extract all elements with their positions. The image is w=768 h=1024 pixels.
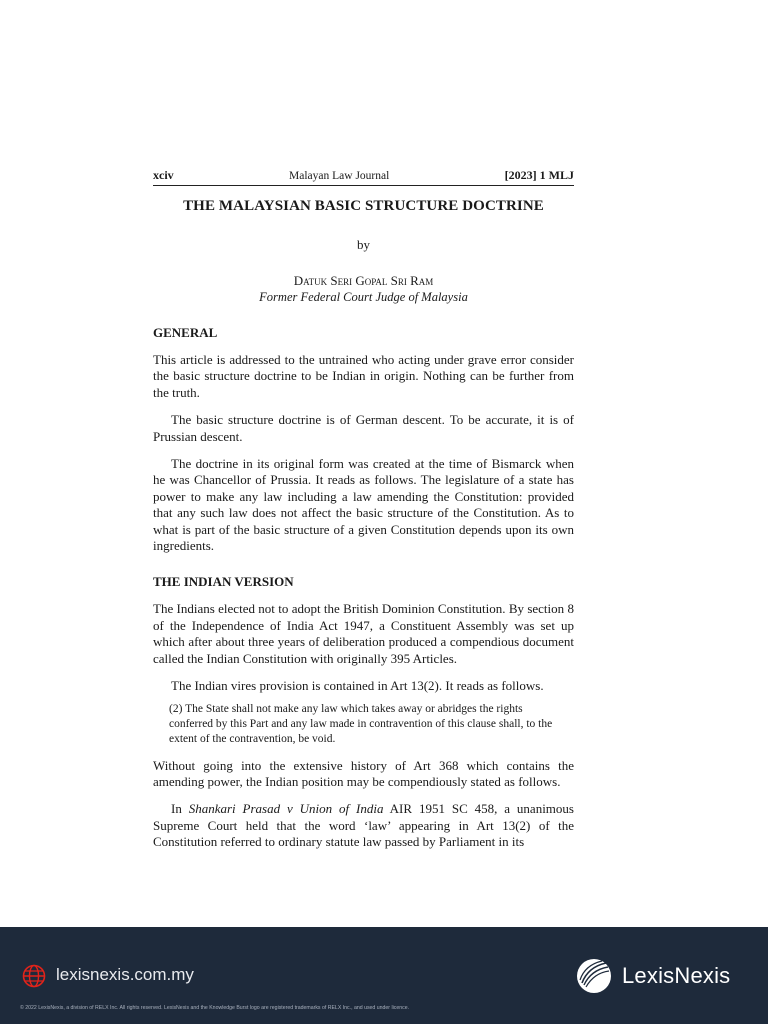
document-page [153,168,574,851]
citation: [2023] 1 MLJ [504,168,574,182]
journal-name: Malayan Law Journal [289,170,390,182]
author-role: Former Federal Court Judge of Malaysia [259,290,468,304]
copyright-notice: © 2022 LexisNexis, a division of RELX Inc. All rights reserved. LexisNexis and the Knowledge Burst logo are registered trademarks of RELX Inc., and used under licence. [20,1005,410,1011]
section-heading-indian-version: THE INDIAN VERSION [153,574,294,590]
block-quote: (2) The State shall not make any law which takes away or abridges the rights conferred by this Part and any law made in contravention of this clause shall, to the extent of the contravention, be void. [169,702,553,745]
article-title: THE MALAYSIAN BASIC STRUCTURE DOCTRINE [183,198,544,214]
section-heading-general: GENERAL [153,325,218,340]
paragraph: The doctrine in its original form was created at the time of Bismarck when he was Chancellor of Prussia. It reads as follows. The legislature of a state has power to make any law including a law amending the Constitution: provided that any such law does not affect the basic structure of the Constitution. As to what is part of the basic structure of a given Constitution depends upon its own ingredients. [153,456,574,554]
globe-icon [22,964,46,988]
paragraph: Without going into the extensive history of Art 368 which contains the amending power, the Indian position may be compendiously stated as follows. [153,757,574,789]
paragraph: The Indian vires provision is contained in Art 13(2). It reads as follows. [171,678,544,694]
paragraph-rest: AIR 1951 SC 458, a unanimous Supreme Court held that the word ‘law’ appearing in Art 13(2) of the Constitution referred to ordinary statute law passed by Parliament in its [153,801,574,850]
case-name: Shankari Prasad v Union of India [188,801,384,817]
brand-name: LexisNexis [622,963,731,988]
by-line: by [357,237,370,252]
paragraph-case [153,801,574,850]
paragraph: The Indians elected not to adopt the British Dominion Constitution. By section 8 of the Independence of India Act 1947, a Constituent Assembly was set up which after about three years of deliberation produced a compendious document called the Indian Constitution with originally 395 Articles. [153,601,574,666]
knowledge-burst-logo-icon [574,957,614,995]
author-name: Datuk Seri Gopal Sri Ram [293,273,434,288]
paragraph-lead: In [171,801,189,817]
website-link[interactable]: lexisnexis.com.my [56,965,194,984]
page-number: xciv [153,168,174,182]
paragraph: This article is addressed to the untrained who acting under grave error consider the basic structure doctrine to be Indian in origin. Nothing can be further from the truth. [153,352,574,400]
footer-banner [0,927,768,1024]
running-header [153,168,574,186]
paragraph: The basic structure doctrine is of German descent. To be accurate, it is of Prussian descent. [153,412,574,444]
